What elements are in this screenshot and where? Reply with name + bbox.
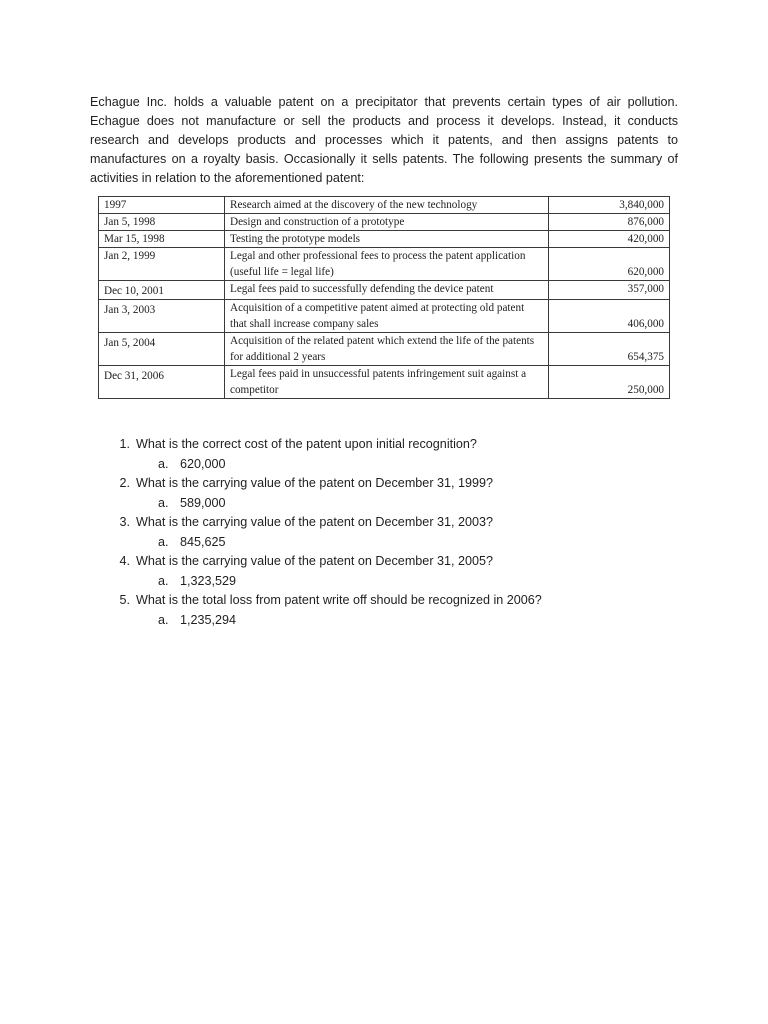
answer-option xyxy=(136,494,670,514)
question-item xyxy=(110,474,670,513)
question-number: 3. xyxy=(119,515,130,529)
activity-date: Dec 10, 2001 xyxy=(99,281,225,300)
activity-description: Acquisition of a competitive patent aimed at protecting old patent that shall increase company sales xyxy=(225,300,549,333)
answer-value: 1,235,294 xyxy=(180,612,237,627)
answer-letter: a. xyxy=(158,456,169,471)
table-row xyxy=(99,197,670,214)
activity-amount: 876,000 xyxy=(549,214,670,231)
question-text: What is the carrying value of the patent on December 31, 1999? xyxy=(136,476,494,490)
activity-description: Design and construction of a prototype xyxy=(225,214,549,231)
answer-value: 1,323,529 xyxy=(180,573,237,588)
activity-amount: 654,375 xyxy=(549,333,670,366)
patent-activities-table xyxy=(98,196,670,399)
table-row xyxy=(99,248,670,281)
activity-amount: 420,000 xyxy=(549,231,670,248)
answer-option xyxy=(136,611,670,631)
activity-date: Dec 31, 2006 xyxy=(99,366,225,399)
activity-description: Legal fees paid to successfully defending the device patent xyxy=(225,281,549,300)
answer-option xyxy=(136,533,670,553)
answer-letter: a. xyxy=(158,495,169,510)
activity-description: Legal and other professional fees to process the patent application (useful life = legal life) xyxy=(225,248,549,281)
activity-description: Testing the prototype models xyxy=(225,231,549,248)
activity-date: Jan 3, 2003 xyxy=(99,300,225,333)
activity-date: Mar 15, 1998 xyxy=(99,231,225,248)
question-number: 2. xyxy=(119,476,130,490)
question-item xyxy=(110,513,670,552)
question-text: What is the carrying value of the patent on December 31, 2003? xyxy=(136,515,494,529)
activity-amount: 250,000 xyxy=(549,366,670,399)
table-row xyxy=(99,214,670,231)
activity-amount: 406,000 xyxy=(549,300,670,333)
question-number: 4. xyxy=(119,554,130,568)
answer-letter: a. xyxy=(158,573,169,588)
activity-amount: 357,000 xyxy=(549,281,670,300)
question-item xyxy=(110,552,670,591)
question-text: What is the total loss from patent write off should be recognized in 2006? xyxy=(136,593,542,607)
activity-amount: 3,840,000 xyxy=(549,197,670,214)
answer-value: 845,625 xyxy=(180,534,226,549)
activity-date: Jan 5, 1998 xyxy=(99,214,225,231)
question-text: What is the correct cost of the patent upon initial recognition? xyxy=(136,437,477,451)
activity-date: 1997 xyxy=(99,197,225,214)
answer-option xyxy=(136,572,670,592)
question-number: 1. xyxy=(119,437,130,451)
activity-date: Jan 2, 1999 xyxy=(99,248,225,281)
table-row xyxy=(99,366,670,399)
activity-description: Legal fees paid in unsuccessful patents infringement suit against a competitor xyxy=(225,366,549,399)
table-row xyxy=(99,231,670,248)
table-row xyxy=(99,333,670,366)
table-row xyxy=(99,300,670,333)
question-text: What is the carrying value of the patent on December 31, 2005? xyxy=(136,554,494,568)
answer-letter: a. xyxy=(158,612,169,627)
answer-letter: a. xyxy=(158,534,169,549)
activity-date: Jan 5, 2004 xyxy=(99,333,225,366)
activity-description: Acquisition of the related patent which extend the life of the patents for additional 2 years xyxy=(225,333,549,366)
activity-description: Research aimed at the discovery of the new technology xyxy=(225,197,549,214)
answer-value: 620,000 xyxy=(180,456,226,471)
question-list xyxy=(110,435,670,630)
table-row xyxy=(99,281,670,300)
activity-amount: 620,000 xyxy=(549,248,670,281)
question-item xyxy=(110,435,670,474)
answer-value: 589,000 xyxy=(180,495,226,510)
question-number: 5. xyxy=(119,593,130,607)
answer-option xyxy=(136,455,670,475)
question-item xyxy=(110,591,670,630)
intro-paragraph: Echague Inc. holds a valuable patent on a precipitator that prevents certain types of air pollution. Echague does not manufacture or sell the products and process it develops. Instead, it conducts research and develops products and processes which it patents, and then assigns patents to manufactures on a royalty basis. Occasionally it sells patents. The following presents the summary of activities in relation to the aforementioned patent: xyxy=(90,95,678,185)
